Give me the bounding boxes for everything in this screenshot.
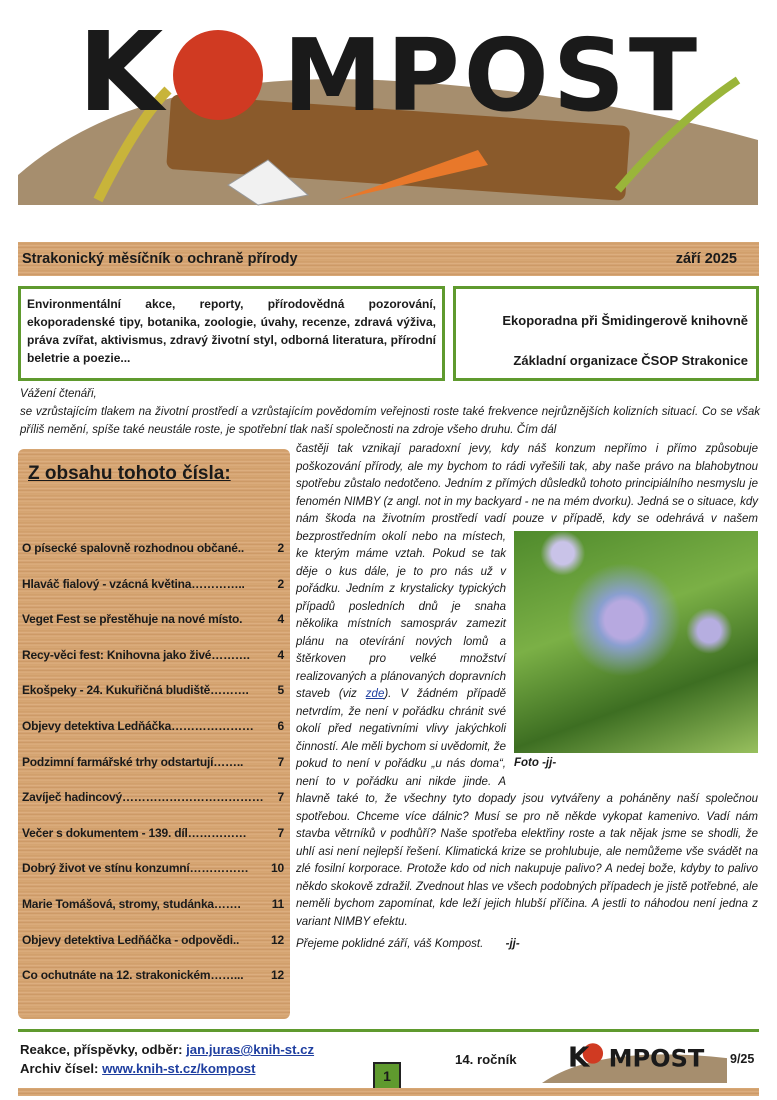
toc-item[interactable]	[20, 861, 288, 897]
photo-caption: Foto -jj-	[514, 757, 557, 769]
toc-item-page: 11	[271, 896, 284, 911]
toc-item[interactable]	[20, 648, 288, 684]
body-text: častěji tak vznikají paradoxní jevy, kdy náš konzum nepřímo i přímo způsobuje poškozování přírody, ale my bychom to rádi vyřešili tak, aby naše právo na blahobytnou spotřebu zůstalo nedotčeno. Jedním z přímých důsledků tohoto principiálního nesmyslu je fenomén NIMBY (z angl. not in my backyard - ne na mém dvorku). Jedná se o situace, kdy nám škoda na životním prostředí vadí pouze v případě, kdy se odehrává v našem bezprostředním okolí nebo na místech, ke kterým máme vztah. Pokud se tak děje o kus dále, je to pro nás už v pořádku. Jedním z krystalicky typických případů posledních dnů je snaha několika místních samospráv zamezit plánu na otevírání nových lomů a štěrkoven pro velké množství realizovaných a plánovaných dopravních staveb (viz	[296, 443, 758, 700]
kompost-logo	[18, 0, 758, 235]
photo-figure	[514, 531, 758, 772]
toc-item-page: 4	[277, 612, 284, 627]
subtitle: Strakonický měsíčník o ochraně přírody	[22, 251, 298, 267]
topics-box: Environmentální akce, reporty, přírodovědná pozorování, ekoporadenské tipy, botanika, zoologie, úvahy, recenze, zdravá výživa, práva zvířat, aktivismus, zdravý životní styl, odborná literatura, přírodní beletrie a poezie...	[18, 286, 445, 381]
issue-number: 9/25	[730, 1052, 755, 1066]
publisher: Ekoporadna při Šmidingerově knihovně	[502, 313, 748, 328]
toc-item-label: O písecké spalovně rozhodnou občané..	[22, 541, 244, 555]
body-text: ). V žádném případě netvrdím, že není v pořádku chránit své okolí před negativními vlivy jakýchkoli činností. Ale měli bychom si uvědomit, že pokud to není v pořádku „u nás doma“, není to v pořádku ani nikde jinde. A hlavně také to, že všechny tyto dopady jsou vytvářeny a poháněny naší společnou spotřebou. Chceme více dálnic? Musí se pro ně někde vykopat kamenivo. Vadí nám stavba větrníků v podhůří? Naše spotřeba elektřiny roste a tak nějak jsme se shodli, že uhlí asi není nejlepší řešení. Klimatická krize se prohlubuje, ale nemůžeme vše svádět na zlé fosilní korporace. Protože kdo od nich nakupuje palivo? A nedej bože, kdyby to palivo někdo skokově zdražil. Zvednout hlas ve všech podobných případech je jistě potřebné, ale neměli bychom zapomínat, kde leží jejich hlubší příčina. A jestli to náhodou není jedna z variant NIMBY efektu.	[296, 688, 758, 928]
toc-title: Z obsahu tohoto čísla:	[28, 463, 231, 484]
toc-item[interactable]	[20, 683, 288, 719]
toc-item-label: Recy-věci fest: Knihovna jako živé……….	[22, 647, 250, 662]
toc-item[interactable]	[20, 612, 288, 648]
contact-label: Reakce, příspěvky, odběr:	[20, 1042, 187, 1057]
toc-item[interactable]	[20, 755, 288, 791]
toc-item[interactable]	[20, 897, 288, 933]
toc-item-label: Podzimní farmářské trhy odstartují……..	[22, 754, 244, 769]
toc-item-page: 12	[271, 968, 284, 983]
toc-item-label: Marie Tomášová, stromy, studánka…….	[22, 896, 241, 911]
toc-item-label: Večer s dokumentem - 139. díl……………	[22, 825, 247, 840]
zde-link[interactable]: zde	[365, 688, 385, 700]
toc-item-page: 7	[277, 754, 284, 769]
intro-paragraph: se vzrůstajícím tlakem na životní prostředí a vzrůstajícím povědomím veřejnosti roste také frekvence nejrůznějších kolizních situací. Co se však příliš nemění, spíše také neustále roste, je spotřební tlak naší společnosti na zdroje všeho druhu. Čím dál	[20, 406, 760, 436]
toc-item-label: Veget Fest se přestěhuje na nové místo.	[22, 612, 243, 627]
volume: 14. ročník	[455, 1052, 517, 1067]
footer-contacts	[20, 1040, 314, 1078]
toc-item[interactable]	[20, 719, 288, 755]
toc-item-label: Dobrý život ve stínu konzumní……………	[22, 861, 249, 876]
closing: Přejeme poklidné září, váš Kompost.	[296, 938, 484, 950]
svg-text:K: K	[567, 1040, 590, 1074]
publishers-box	[453, 286, 759, 381]
email-link[interactable]: jan.juras@knih-st.cz	[186, 1042, 315, 1057]
signature: -jj-	[505, 938, 520, 950]
toc-item[interactable]	[20, 968, 288, 1004]
toc-item-label: Ekošpeky - 24. Kukuřičná bludiště……….	[22, 683, 249, 698]
kompost-mini-logo	[542, 1034, 727, 1084]
toc-item-label: Objevy detektiva Ledňáčka - odpovědi..	[22, 932, 240, 947]
article	[20, 384, 760, 1019]
toc-item-label: Hlaváč fialový - vzácná květina…………..	[22, 576, 245, 591]
header-bar	[18, 242, 759, 276]
svg-text:MPOST: MPOST	[608, 1044, 705, 1073]
svg-text:MPOST: MPOST	[283, 17, 702, 134]
toc-item-page: 2	[277, 541, 284, 555]
toc-item-page: 10	[271, 861, 284, 876]
divider	[18, 1029, 759, 1032]
photo-bee-on-phacelia	[514, 531, 758, 753]
toc-item-page: 7	[277, 825, 284, 840]
toc-item[interactable]	[20, 933, 288, 969]
toc-item-page: 2	[277, 576, 284, 591]
footer-bar	[18, 1088, 759, 1096]
toc-item-label: Co ochutnáte na 12. strakonickém……...	[22, 968, 244, 983]
publisher: Základní organizace ČSOP Strakonice	[513, 353, 748, 368]
toc-item[interactable]	[20, 826, 288, 862]
toc-item-label: Objevy detektiva Ledňáčka…………………	[22, 718, 254, 733]
toc-item-page: 6	[277, 718, 284, 733]
greeting: Vážení čtenáři,	[20, 388, 97, 400]
table-of-contents	[18, 449, 290, 1019]
toc-item-label: Zavíječ hadincový………………………………	[22, 790, 264, 805]
article-body	[296, 441, 758, 1019]
page-number: 1	[373, 1062, 401, 1090]
archive-label: Archiv čísel:	[20, 1061, 103, 1076]
archive-link[interactable]: www.knih-st.cz/kompost	[102, 1061, 256, 1076]
toc-item[interactable]	[20, 577, 288, 613]
toc-item-page: 4	[277, 647, 284, 662]
svg-text:K: K	[78, 8, 164, 136]
toc-item-page: 5	[277, 683, 284, 698]
toc-item[interactable]	[20, 541, 288, 577]
toc-item-page: 12	[271, 932, 284, 947]
toc-item[interactable]	[20, 790, 288, 826]
issue-date: září 2025	[675, 251, 737, 267]
toc-item-page: 7	[277, 790, 284, 805]
